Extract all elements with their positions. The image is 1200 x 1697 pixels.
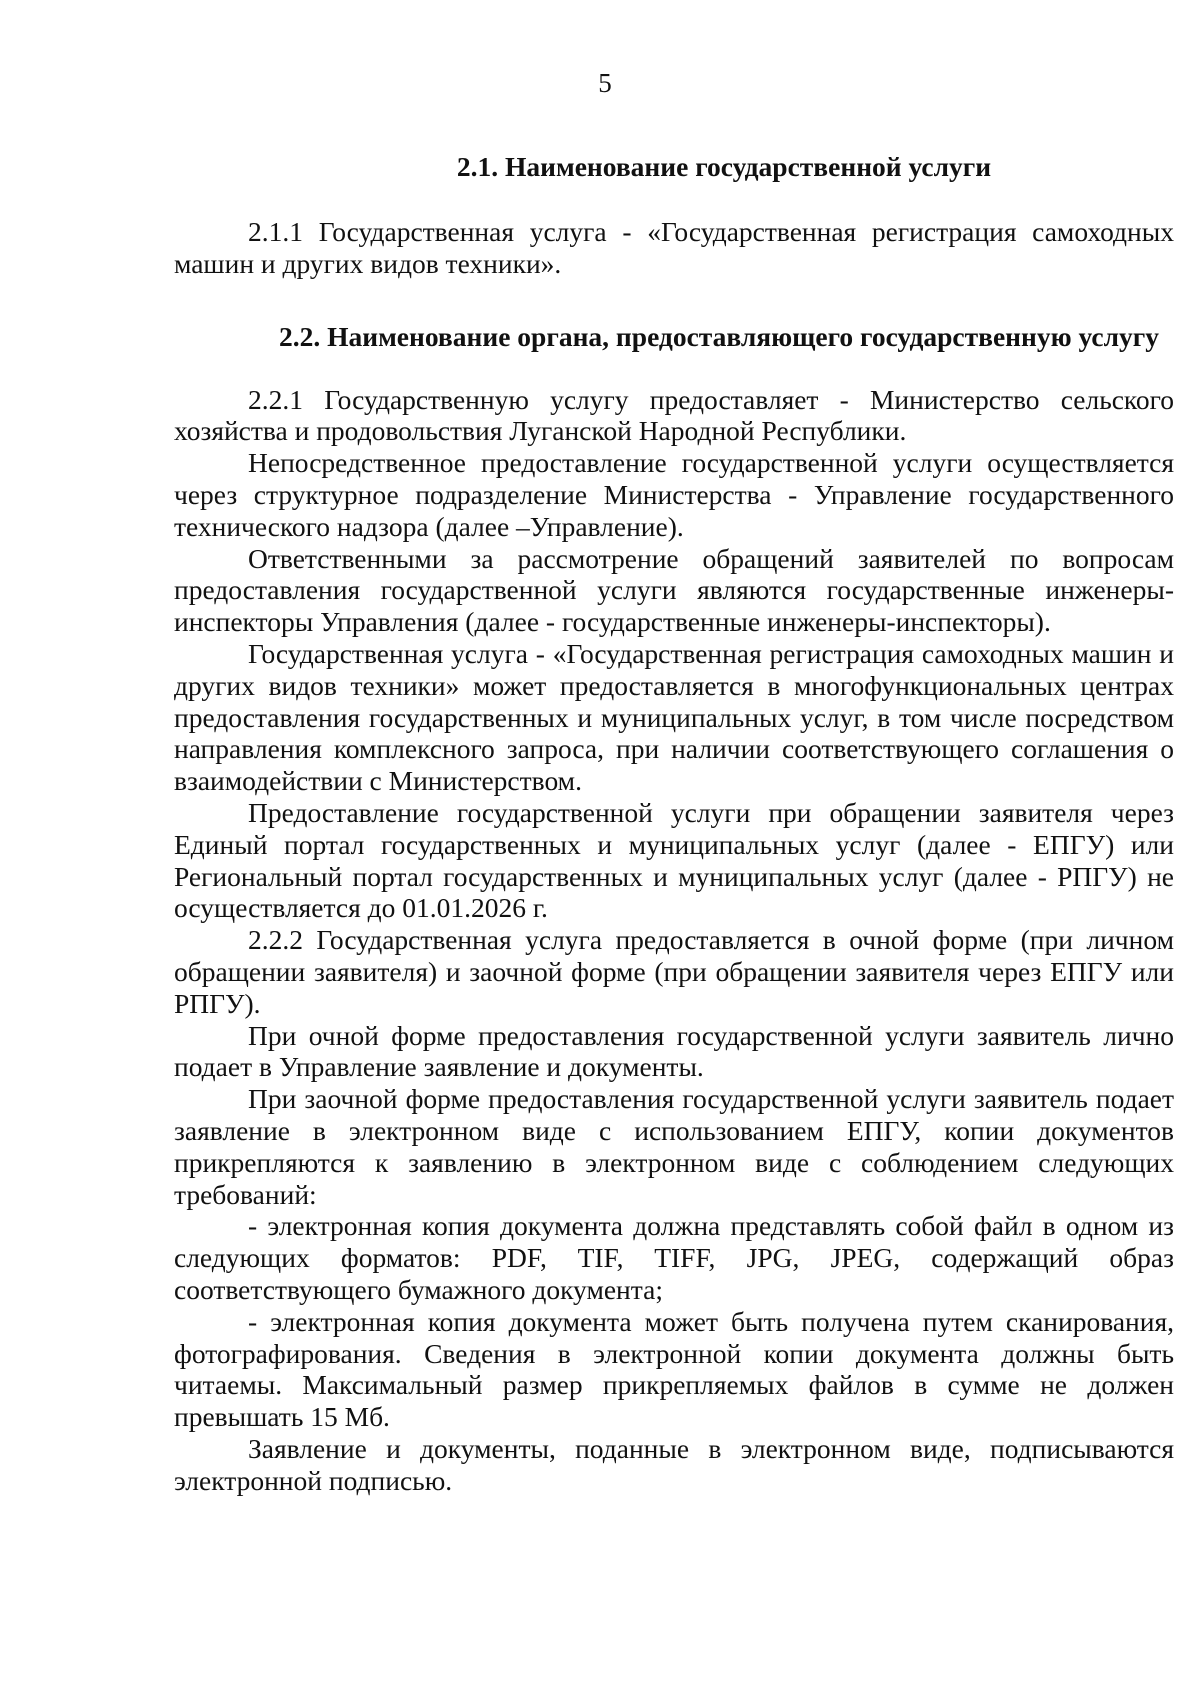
section-heading-2-2: 2.2. Наименование органа, предоставляющего государственную услугу [278,320,1160,352]
list-item-scanning: - электронная копия документа может быть получена путем сканирования, фотографирования. Сведения в электронной копии документа должны быть читаемы. Максимальный размер прикрепляемых файлов в сумме не должен превышать 15 Мб. [174,1305,1174,1433]
paragraph-remote: При заочной форме предоставления государственной услуги заявитель подает заявление в электронном виде с использованием ЕПГУ, копии документов прикрепляются к заявлению в электронном виде с соблюдением следующих требований: [174,1083,1174,1210]
paragraph-mfc: Государственная услуга - «Государственная регистрация самоходных машин и других видов техники» может предоставляется в многофункциональных центрах предоставления государственных и муниципальных услуг, в том числе посредством направления комплексного запроса, при наличии соответствующего соглашения о взаимодействии с Министерством. [174,637,1174,797]
paragraph-in-person: При очной форме предоставления государственной услуги заявитель лично подает в Управление заявление и документы. [174,1019,1174,1083]
document-body [174,132,1174,1496]
paragraph-responsible: Ответственными за рассмотрение обращений заявителей по вопросам предоставления государственной услуги являются государственные инженеры-инспекторы Управления (далее - государственные инженеры-инспекторы). [174,542,1174,638]
paragraph-2-2-2: 2.2.2 Государственная услуга предоставляется в очной форме (при личном обращении заявителя) и заочной форме (при обращении заявителя через ЕПГУ или РПГУ). [174,924,1174,1019]
paragraph-portal: Предоставление государственной услуги при обращении заявителя через Единый портал государственных и муниципальных услуг (далее - ЕПГУ) или Региональный портал государственных и муниципальных услуг (далее - РПГУ) не осуществляется до 01.01.2026 г. [174,796,1174,924]
page-number: 5 [598,68,612,98]
paragraph-direct-provision: Непосредственное предоставление государственной услуги осуществляется через структурное подразделение Министерства - Управление государственного технического надзора (далее –Управление). [174,447,1174,542]
paragraph-signature: Заявление и документы, поданные в электронном виде, подписываются электронной подписью. [174,1432,1174,1496]
paragraph-2-2-1: 2.2.1 Государственную услугу предоставляет - Министерство сельского хозяйства и продовольствия Луганской Народной Республики. [174,383,1174,447]
paragraph-2-1-1: 2.1.1 Государственная услуга - «Государственная регистрация самоходных машин и других видов техники». [174,216,1174,279]
section-heading-2-1: 2.1. Наименование государственной услуги [456,151,992,182]
list-item-file-format: - электронная копия документа должна представлять собой файл в одном из следующих форматов: PDF, TIF, TIFF, JPG, JPEG, содержащий образ соответствующего бумажного документа; [174,1210,1174,1305]
